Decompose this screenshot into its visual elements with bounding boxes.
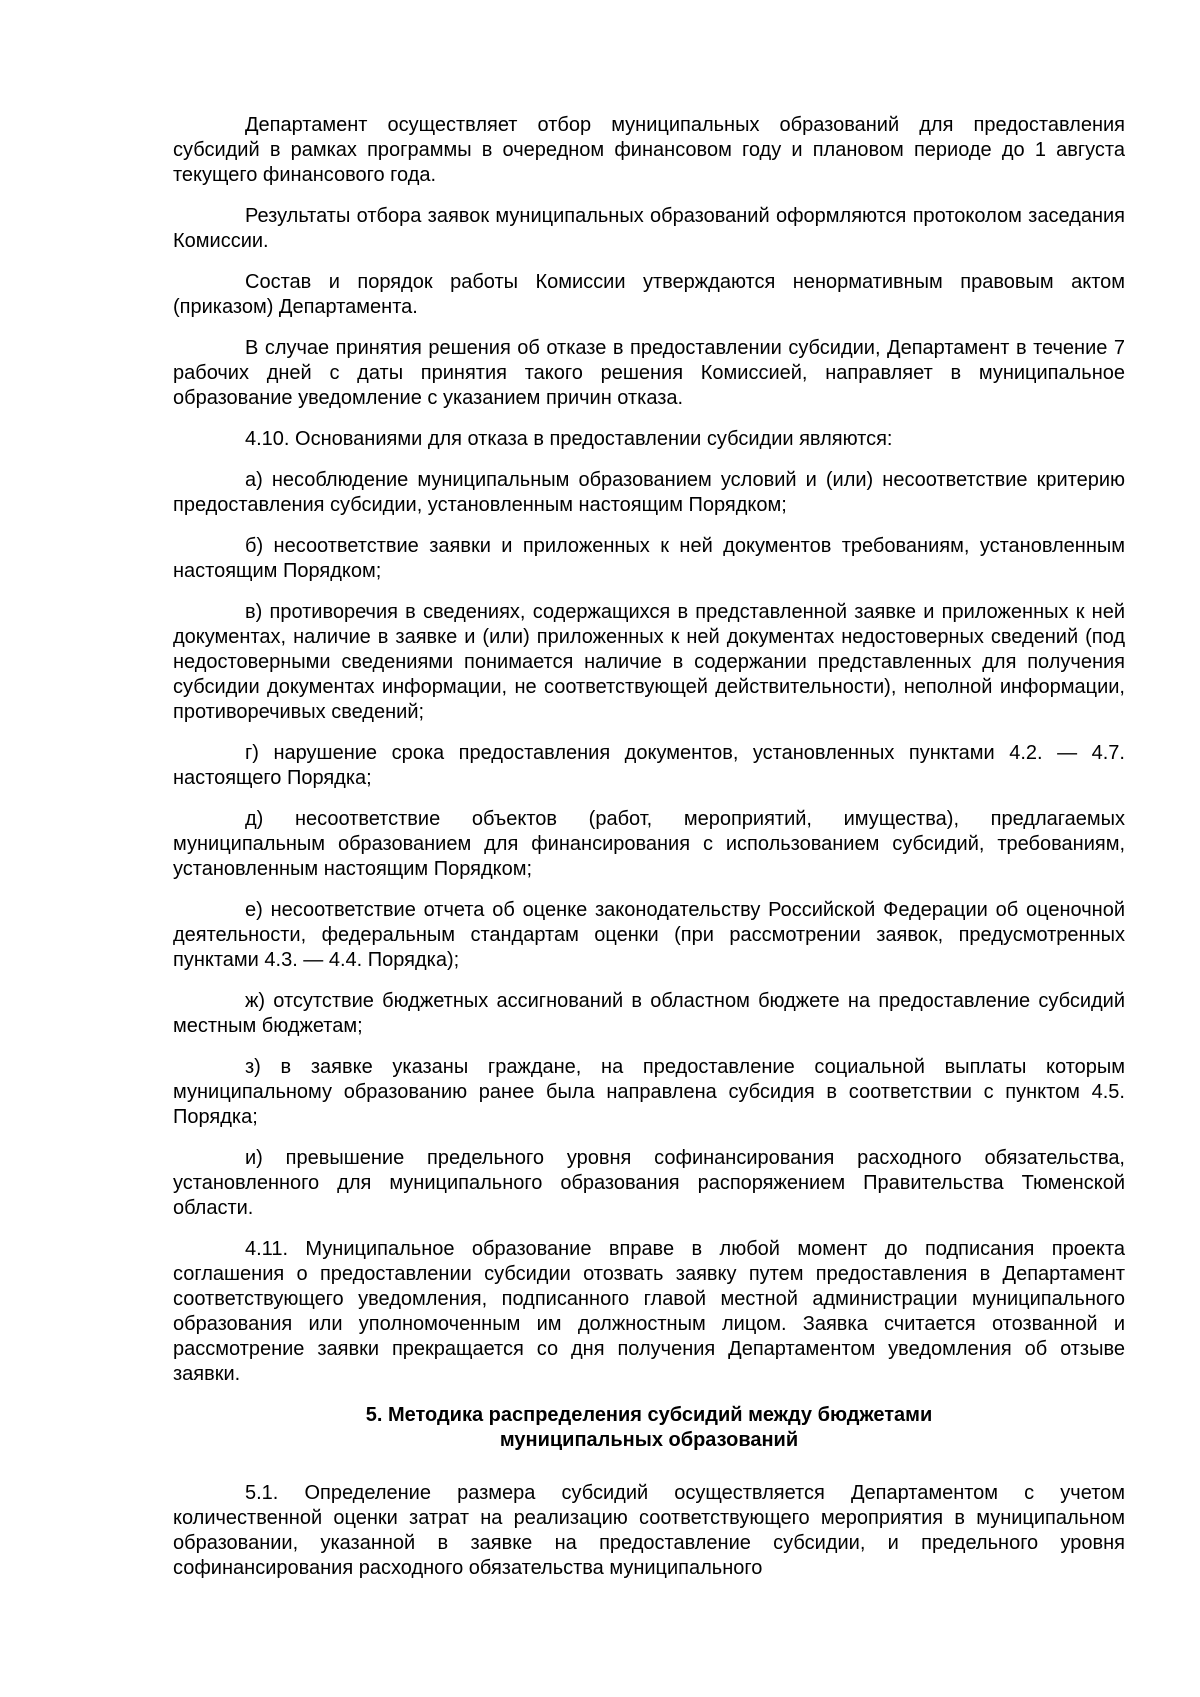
paragraph-refusal-notice: В случае принятия решения об отказе в предоставлении субсидии, Департамент в течение 7 рабочих дней с даты принятия такого решения Комиссией, направляет в муниципальное образование уведомление с указанием причин отказа. [173,337,1125,409]
paragraph-refusal-d: д) несоответствие объектов (работ, мероприятий, имущества), предлагаемых муниципальным образованием для финансирования с использованием субсидий, требованиям, установленным настоящим Порядком; [173,808,1125,880]
paragraph-refusal-v: в) противоречия в сведениях, содержащихся в представленной заявке и приложенных к ней документах, наличие в заявке и (или) приложенных к ней документах недостоверных сведений (под недостоверными сведениями понимается наличие в содержании представленных для получения субсидии документах информации, не соответствующей действительности), неполной информации, противоречивых сведений; [173,601,1125,723]
paragraph-refusal-zh: ж) отсутствие бюджетных ассигнований в областном бюджете на предоставление субсидий местным бюджетам; [173,990,1125,1037]
paragraph-selection-deadline: Департамент осуществляет отбор муниципальных образований для предоставления субсидий в рамках программы в очередном финансовом году и плановом периоде до 1 августа текущего финансового года. [173,114,1125,186]
paragraph-refusal-b: б) несоответствие заявки и приложенных к ней документов требованиям, установленным настоящим Порядком; [173,535,1125,582]
paragraph-refusal-e: е) несоответствие отчета об оценке законодательству Российской Федерации об оценочной деятельности, федеральным стандартам оценки (при рассмотрении заявок, предусмотренных пунктами 4.3. — 4.4. Порядка); [173,899,1125,971]
paragraph-4-10-heading: 4.10. Основаниями для отказа в предоставлении субсидии являются: [245,428,893,450]
section-heading-line-2: муниципальных образований [499,1429,799,1451]
paragraph-commission-composition: Состав и порядок работы Комиссии утверждаются ненормативным правовым актом (приказом) Департамента. [173,271,1125,318]
paragraph-refusal-i: и) превышение предельного уровня софинансирования расходного обязательства, установленного для муниципального образования распоряжением Правительства Тюменской области. [173,1147,1125,1219]
section-5-heading [173,1403,1125,1453]
paragraph-refusal-z: з) в заявке указаны граждане, на предоставление социальной выплаты которым муниципальному образованию ранее была направлена субсидия в соответствии с пунктом 4.5. Порядка; [173,1056,1125,1128]
section-heading-line-1: 5. Методика распределения субсидий между бюджетами [365,1404,933,1426]
paragraph-refusal-g: г) нарушение срока предоставления документов, установленных пунктами 4.2. — 4.7. настоящего Порядка; [173,742,1125,789]
paragraph-4-11-withdrawal: 4.11. Муниципальное образование вправе в любой момент до подписания проекта соглашения о предоставлении субсидии отозвать заявку путем предоставления в Департамент соответствующего уведомления, подписанного главой местной администрации муниципального образования или уполномоченным им должностным лицом. Заявка считается отозванной и рассмотрение заявки прекращается со дня получения Департаментом уведомления об отзыве заявки. [173,1238,1125,1385]
paragraph-5-1: 5.1. Определение размера субсидий осуществляется Департаментом с учетом количественной оценки затрат на реализацию соответствующего мероприятия в муниципальном образовании, указанной в заявке на предоставление субсидии, и предельного уровня софинансирования расходного обязательства муниципального [173,1482,1125,1579]
paragraph-refusal-a: а) несоблюдение муниципальным образованием условий и (или) несоответствие критерию предоставления субсидии, установленным настоящим Порядком; [173,469,1125,516]
paragraph-selection-results: Результаты отбора заявок муниципальных образований оформляются протоколом заседания Комиссии. [173,205,1125,252]
